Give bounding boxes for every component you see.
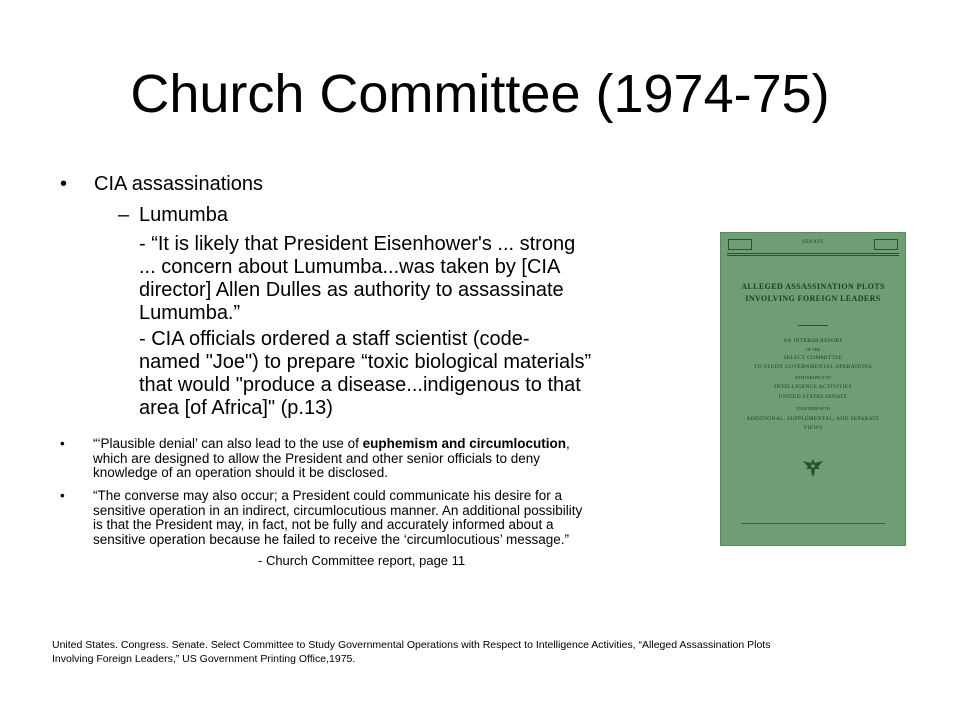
eagle-seal-icon — [801, 457, 825, 479]
quote-line: named "Joe") to prepare “toxic biological materials” — [139, 351, 592, 373]
bullet-marker: • — [60, 488, 65, 503]
citation — [52, 638, 770, 666]
quote-line: Lumumba.” — [139, 302, 241, 324]
quote-line: ... concern about Lumumba...was taken by [CIA — [139, 256, 561, 278]
quote-line: that would "produce a disease...indigenous to that — [139, 374, 581, 396]
paragraph-line: knowledge of an operation should it be disclosed. — [93, 465, 388, 480]
cover-header: SENATE — [802, 240, 824, 245]
cover-footer-line — [741, 523, 885, 524]
paragraph-text: “‘Plausible denial’ can also lead to the use of — [93, 436, 363, 451]
report-cover-image — [720, 232, 906, 546]
paragraph-line: “The converse may also occur; a President could communicate his desire for a — [93, 488, 562, 503]
cover-text-line: AN INTERIM REPORT — [783, 338, 843, 344]
citation-line: Involving Foreign Leaders,” US Government Printing Office,1975. — [52, 653, 356, 665]
sub-bullet-text: Lumumba — [139, 204, 228, 226]
quote-attribution: - Church Committee report, page 11 — [258, 553, 466, 568]
cover-title-line: ALLEGED ASSASSINATION PLOTS — [741, 282, 885, 291]
cover-text-line: UNITED STATES SENATE — [778, 394, 848, 400]
paragraph-line: is that the President may, in fact, not be fully and accurately informed about a — [93, 517, 554, 532]
cover-divider — [798, 325, 828, 326]
cover-text-line: INTELLIGENCE ACTIVITIES — [774, 384, 852, 390]
cover-rule — [727, 253, 899, 254]
quote-line: director] Allen Dulles as authority to assassinate — [139, 279, 564, 301]
cover-text-line: ADDITIONAL, SUPPLEMENTAL, AND SEPARATE — [746, 416, 880, 422]
plausible-denial-paragraph — [60, 437, 700, 481]
paragraph-text: , — [565, 436, 570, 451]
quote-line: area [of Africa]" (p.13) — [139, 397, 333, 419]
cover-text-line: VIEWS — [803, 425, 823, 431]
citation-line: United States. Congress. Senate. Select Committee to Study Governmental Operations with Respect to Intelligence Activities, “Alleged Assassination Plots — [52, 639, 771, 651]
cover-text-line: TO STUDY GOVERNMENTAL OPERATIONS — [754, 364, 872, 370]
cover-label-box-right — [874, 239, 898, 250]
paragraph-line: which are designed to allow the President and other senior officials to deny — [93, 450, 541, 466]
quote-line: - “It is likely that President Eisenhower's ... strong — [139, 233, 576, 255]
cover-text-line: TOGETHER WITH — [796, 406, 830, 411]
cover-text-line: WITH RESPECT TO — [794, 375, 832, 380]
paragraph-line: sensitive operation because he failed to receive the ‘circumlocutious’ message.” — [93, 531, 570, 547]
paragraph-line: sensitive operation in an indirect, circumlocutious manner. An additional possibility — [93, 502, 583, 518]
cover-text-line: SELECT COMMITTEE — [783, 355, 843, 361]
paragraph-line — [93, 437, 700, 452]
quote-line: - CIA officials ordered a staff scientist (code- — [139, 328, 530, 350]
bullet-marker: • — [60, 436, 65, 451]
converse-paragraph — [60, 489, 700, 547]
bullet-marker: • — [60, 173, 68, 195]
cover-text-line: OF THE — [805, 347, 821, 352]
cover-rule — [727, 255, 899, 256]
bold-phrase: euphemism and circumlocution — [362, 436, 566, 451]
quote-toxic-materials — [139, 328, 699, 420]
cover-title-line: INVOLVING FOREIGN LEADERS — [745, 294, 881, 303]
sub-bullet-marker: – — [118, 204, 130, 226]
quote-eisenhower — [139, 233, 699, 325]
slide-title: Church Committee (1974-75) — [130, 64, 830, 124]
bullet-text: CIA assassinations — [94, 173, 263, 195]
